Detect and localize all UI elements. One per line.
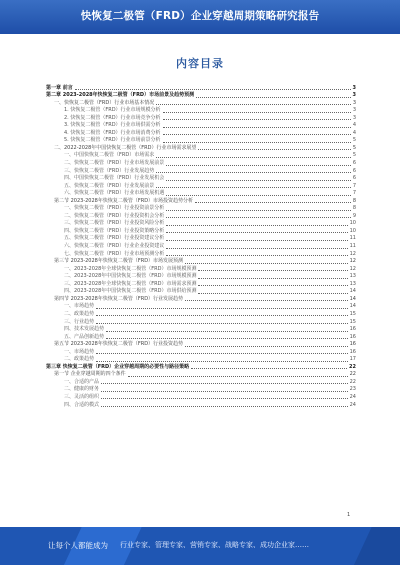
toc-entry[interactable]	[46, 152, 356, 160]
toc-leader-dots	[163, 142, 351, 143]
toc-leader-dots	[166, 240, 347, 241]
toc-entry-page: 11	[349, 243, 356, 250]
toc-entry-title: 四、中国快恢复二极管（FRD）行业发展机会	[64, 175, 165, 182]
toc-entry-page: 24	[349, 393, 356, 400]
toc-entry-page: 16	[349, 326, 356, 333]
toc-entry[interactable]	[46, 182, 356, 190]
toc-entry[interactable]	[46, 348, 356, 356]
toc-entry[interactable]	[46, 280, 356, 288]
toc-entry-title: 五、产品创新趋势	[64, 333, 105, 340]
toc-leader-dots	[156, 187, 351, 188]
toc-leader-dots	[101, 383, 348, 384]
report-title: 快恢复二极管（FRD）企业穿越周期策略研究报告	[80, 10, 320, 22]
toc-leader-dots	[166, 248, 347, 249]
toc-entry-title: 四、快恢复二极管（FRD）行业投资策略分析	[64, 227, 165, 234]
toc-entry-title: 二、健康的财务	[64, 386, 100, 393]
toc-leader-dots	[185, 300, 348, 301]
toc-entry-page: 10	[349, 227, 356, 234]
toc-entry-page: 3	[352, 114, 356, 121]
toc-entry-page: 15	[349, 310, 356, 317]
toc-entry-title: 二、2022-2028年中国快恢复二极管（FRD）行业市场需求展望	[54, 144, 197, 151]
footer-decor-stripe	[344, 527, 400, 565]
toc-entry[interactable]	[46, 129, 356, 137]
footer-slogan: 让每个人都能成为	[48, 541, 108, 550]
toc-entry-title: 一、2023-2028年全球快恢复二极管（FRD）市场规模预测	[64, 265, 197, 272]
toc-entry-title: 二、政策趋势	[64, 356, 95, 363]
toc-entry-page: 6	[352, 175, 356, 182]
toc-leader-dots	[156, 104, 351, 105]
toc-entry-page: 23	[349, 386, 356, 393]
toc-entry-page: 4	[352, 129, 356, 136]
toc-entry[interactable]	[46, 356, 356, 364]
toc-entry-page: 7	[352, 190, 356, 197]
toc-leader-dots	[195, 202, 351, 203]
toc-entry-title: 三、2023-2028年全球快恢复二极管（FRD）市场需求预测	[64, 280, 197, 287]
toc-leader-dots	[185, 263, 348, 264]
toc-entry-page: 3	[352, 107, 356, 114]
toc-entry[interactable]	[46, 250, 356, 258]
toc-leader-dots	[198, 149, 350, 150]
report-header-bar	[0, 0, 400, 34]
toc-entry-title: 一、快恢复二极管（FRD）行业投资前景分析	[64, 205, 165, 212]
toc-entry-title: 一、合适的产品	[64, 378, 100, 385]
toc-entry-page: 14	[349, 295, 356, 302]
toc-entry[interactable]	[46, 310, 356, 318]
toc-leader-dots	[101, 391, 348, 392]
toc-leader-dots	[185, 346, 348, 347]
toc-entry-title: 二、快恢复二极管（FRD）行业市场发展前景	[64, 160, 165, 167]
toc-leader-dots	[163, 119, 351, 120]
toc-entry-title: 第一节 企业穿越周期的四个条件	[54, 371, 126, 378]
toc-entry-title: 六、快恢复二极管（FRD）行业企业投资建议	[64, 243, 165, 250]
toc-entry-page: 22	[349, 378, 356, 385]
toc-entry-title: 第五节 2023-2028年快恢复二极管（FRD）行业投资趋势	[54, 341, 184, 348]
toc-entry[interactable]	[46, 363, 356, 371]
toc-entry[interactable]	[46, 333, 356, 341]
toc-entry-page: 9	[352, 212, 356, 219]
toc-entry[interactable]	[46, 84, 356, 92]
toc-leader-dots	[106, 331, 348, 332]
toc-leader-dots	[166, 165, 351, 166]
toc-entry-title: 二、政策趋势	[64, 310, 95, 317]
toc-entry-title: 第二节 2023-2028年快恢复二极管（FRD）市场投资趋势分析	[54, 197, 194, 204]
toc-leader-dots	[163, 127, 351, 128]
toc-leader-dots	[166, 210, 351, 211]
toc-entry[interactable]	[46, 137, 356, 145]
toc-entry-page: 3	[352, 84, 356, 91]
toc-entry-title: 1. 快恢复二极管（FRD）行业市场规模分析	[64, 107, 161, 114]
toc-entry-page: 7	[352, 182, 356, 189]
toc-entry[interactable]	[46, 303, 356, 311]
toc-entry[interactable]	[46, 235, 356, 243]
toc-entry-page: 8	[352, 205, 356, 212]
toc-entry-title: 三、行业趋势	[64, 318, 95, 325]
toc-entry[interactable]	[46, 288, 356, 296]
toc-entry-page: 16	[349, 341, 356, 348]
toc-entry-title: 第四节 2023-2028年快恢复二极管（FRD）行业发展趋势	[54, 295, 184, 302]
toc-entry-title: 一、中国快恢复二极管（FRD）市场需求	[64, 152, 155, 159]
toc-leader-dots	[163, 134, 351, 135]
toc-entry[interactable]	[46, 326, 356, 334]
toc-entry[interactable]	[46, 175, 356, 183]
toc-entry-page: 14	[349, 303, 356, 310]
footer-bar	[0, 527, 400, 565]
toc-entry[interactable]	[46, 220, 356, 228]
toc-entry-title: 四、2023-2028年中国快恢复二极管（FRD）市场供给预测	[64, 288, 197, 295]
toc-leader-dots	[166, 225, 347, 226]
toc-entry-page: 3	[352, 92, 356, 99]
toc-entry-title: 第三节 2023-2028年快恢复二极管（FRD）市场发展预测	[54, 258, 184, 265]
toc-entry-page: 24	[349, 401, 356, 408]
toc-entry[interactable]	[46, 190, 356, 198]
toc-entry[interactable]	[46, 205, 356, 213]
toc-entry-title: 四、合适的模式	[64, 401, 100, 408]
toc-entry-title: 第一章 前言	[46, 84, 73, 91]
toc-leader-dots	[156, 172, 351, 173]
toc-entry-title: 三、灵活的组织	[64, 393, 100, 400]
toc-leader-dots	[106, 338, 348, 339]
toc-leader-dots	[166, 195, 351, 196]
toc-entry[interactable]	[46, 371, 356, 379]
toc-entry-title: 五、快恢复二极管（FRD）行业发展前景	[64, 182, 155, 189]
footer-roles: 行业专家、管理专家、营销专家、战略专家、成功企业家……	[120, 541, 309, 549]
toc-leader-dots	[166, 217, 351, 218]
toc-entry[interactable]	[46, 227, 356, 235]
toc-leader-dots	[191, 368, 347, 369]
toc-entry-page: 5	[352, 144, 356, 151]
toc-leader-dots	[101, 398, 348, 399]
toc-entry[interactable]	[46, 167, 356, 175]
toc-entry[interactable]	[46, 265, 356, 273]
toc-entry-page: 12	[349, 265, 356, 272]
toc-leader-dots	[128, 376, 348, 377]
toc-entry[interactable]	[46, 273, 356, 281]
toc-leader-dots	[166, 180, 351, 181]
toc-entry-page: 10	[349, 220, 356, 227]
toc-leader-dots	[156, 157, 351, 158]
toc-leader-dots	[198, 285, 347, 286]
toc-entry-page: 16	[349, 333, 356, 340]
toc-leader-dots	[198, 293, 347, 294]
toc-entry-page: 22	[349, 363, 356, 370]
page-number: 1	[347, 512, 351, 518]
toc-leader-dots	[198, 278, 347, 279]
toc-entry-title: 2. 快恢复二极管（FRD）行业市场竞争分析	[64, 114, 161, 121]
toc-entry[interactable]	[46, 386, 356, 394]
toc-leader-dots	[96, 315, 348, 316]
toc-entry-page: 12	[349, 258, 356, 265]
toc-entry[interactable]	[46, 144, 356, 152]
toc-entry[interactable]	[46, 92, 356, 100]
toc-entry-title: 六、快恢复二极管（FRD）行业市场发展机遇	[64, 190, 165, 197]
toc-entry[interactable]	[46, 341, 356, 349]
toc-leader-dots	[75, 89, 351, 90]
toc-entry-title: 一、快恢复二极管（FRD）行业市场基本情况	[54, 99, 155, 106]
toc-entry-title: 第二章 2023-2028年快恢复二极管（FRD）市场前景及趋势预测	[46, 92, 195, 99]
toc-entry[interactable]	[46, 197, 356, 205]
toc-entry[interactable]	[46, 258, 356, 266]
toc-entry-title: 七、快恢复二极管（FRD）行业市场预测分析	[64, 250, 165, 257]
toc-entry[interactable]	[46, 122, 356, 130]
toc-leader-dots	[96, 361, 348, 362]
toc-entry-page: 4	[352, 122, 356, 129]
toc-entry-page: 8	[352, 197, 356, 204]
toc-heading: 内容目录	[176, 57, 224, 70]
toc-entry-page: 5	[352, 137, 356, 144]
toc-entry-page: 6	[352, 160, 356, 167]
toc-entry-title: 3. 快恢复二极管（FRD）行业市场供需分析	[64, 122, 161, 129]
toc-leader-dots	[101, 406, 348, 407]
toc-entry-page: 17	[349, 356, 356, 363]
toc-entry[interactable]	[46, 159, 356, 167]
toc-entry-title: 5. 快恢复二极管（FRD）行业市场前景分析	[64, 137, 161, 144]
toc-entry-title: 五、快恢复二极管（FRD）行业投资建议分析	[64, 235, 165, 242]
toc-entry-page: 14	[349, 288, 356, 295]
toc-entry-title: 4. 快恢复二极管（FRD）行业市场消费分析	[64, 129, 161, 136]
toc-entry-title: 三、快恢复二极管（FRD）行业投资风险分析	[64, 220, 165, 227]
toc-leader-dots	[198, 270, 347, 271]
toc-entry[interactable]	[46, 401, 356, 409]
toc-entry[interactable]	[46, 378, 356, 386]
toc-entry-page: 3	[352, 99, 356, 106]
toc-entry-title: 四、技术发展趋势	[64, 326, 105, 333]
toc-entry-title: 三、快恢复二极管（FRD）行业发展趋势	[64, 167, 155, 174]
toc-entry[interactable]	[46, 99, 356, 107]
toc-entry-page: 13	[349, 280, 356, 287]
toc-entry-page: 12	[349, 250, 356, 257]
toc-entry-title: 二、快恢复二极管（FRD）行业投资机会分析	[64, 212, 165, 219]
toc-entry[interactable]	[46, 212, 356, 220]
toc-leader-dots	[166, 232, 347, 233]
toc-leader-dots	[96, 323, 348, 324]
toc-leader-dots	[96, 353, 348, 354]
toc-entry-page: 16	[349, 348, 356, 355]
toc-entry[interactable]	[46, 295, 356, 303]
toc-entry-title: 二、2023-2028年中国快恢复二极管（FRD）市场规模预测	[64, 273, 197, 280]
toc-entry-page: 22	[349, 371, 356, 378]
toc-leader-dots	[166, 255, 347, 256]
toc-leader-dots	[96, 308, 348, 309]
toc-entry-title: 一、市场趋势	[64, 348, 95, 355]
toc-entry-page: 15	[349, 318, 356, 325]
toc-leader-dots	[163, 112, 351, 113]
toc-entry-page: 11	[349, 235, 356, 242]
toc-entry[interactable]	[46, 242, 356, 250]
toc-entry-page: 5	[352, 152, 356, 159]
toc-entry-page: 6	[352, 167, 356, 174]
toc-entry[interactable]	[46, 114, 356, 122]
toc-entry-page: 13	[349, 273, 356, 280]
toc-entry[interactable]	[46, 393, 356, 401]
toc-entry-title: 一、市场趋势	[64, 303, 95, 310]
toc-entry[interactable]	[46, 318, 356, 326]
toc-entry[interactable]	[46, 107, 356, 115]
toc-entry-title: 第三章 快恢复二极管（FRD）企业穿越周期的必要性与路径策略	[46, 363, 190, 370]
table-of-contents	[46, 84, 356, 409]
toc-leader-dots	[196, 97, 350, 98]
